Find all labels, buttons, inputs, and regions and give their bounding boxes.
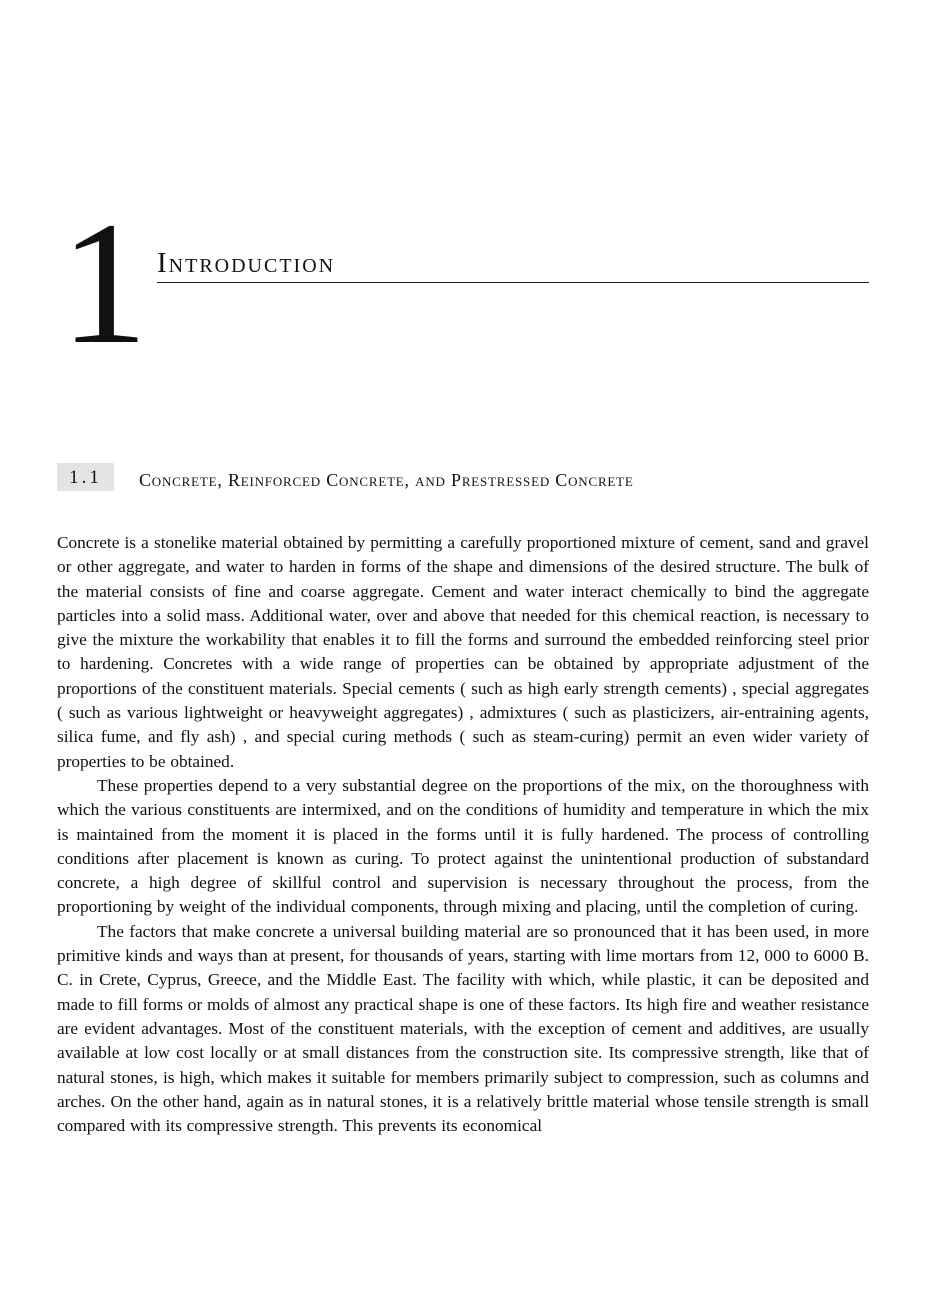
chapter-number: 1 <box>60 186 148 381</box>
paragraph: The factors that make concrete a universal building material are so pronounced that it has been used, in more primitive kinds and ways than at present, for thousands of years, starting with lime mortars from 12, 000 to 6000 B. C. in Crete, Cyprus, Greece, and the Middle East. The facility with which, while plastic, it can be deposited and made to fill forms or molds of almost any practical shape is one of these factors. Its high fire and weather resistance are evident advantages. Most of the constituent materials, with the exception of cement and additives, are usually available at low cost locally or at small distances from the construction site. Its compressive strength, like that of natural stones, is high, which makes it suitable for members primarily subject to compression, such as columns and arches. On the other hand, again as in natural stones, it is a relatively brittle material whose tensile strength is small compared with its compressive strength. This prevents its economical <box>57 921 869 1136</box>
chapter-title: Introduction <box>157 247 336 279</box>
section-heading <box>57 463 869 491</box>
section-number: 1.1 <box>57 463 114 491</box>
paragraph: These properties depend to a very substantial degree on the proportions of the mix, on the thoroughness with which the various constituents are intermixed, and on the conditions of humidity and temperature in which the mix is maintained from the moment it is placed in the forms until it is fully hardened. The process of controlling conditions after placement is known as curing. To protect against the unintentional production of substandard concrete, a high degree of skillful control and supervision is necessary throughout the process, from the proportioning by weight of the individual components, through mixing and placing, until the completion of curing. <box>57 775 869 917</box>
paragraph: Concrete is a stonelike material obtained by permitting a carefully proportioned mixture of cement, sand and gravel or other aggregate, and water to harden in forms of the shape and dimensions of the desired structure. The bulk of the material consists of fine and coarse aggregate. Cement and water interact chemically to bind the aggregate particles into a solid mass. Additional water, over and above that needed for this chemical reaction, is necessary to give the mixture the workability that enables it to fill the forms and surround the embedded reinforcing steel prior to hardening. Concretes with a wide range of properties can be obtained by appropriate adjustment of the proportions of the constituent materials. Special cements ( such as high early strength cements) , special aggregates ( such as various lightweight or heavyweight aggregates) , admixtures ( such as plasticizers, air-entraining agents, silica fume, and fly ash) , and special curing methods ( such as steam-curing) permit an even wider variety of properties to be obtained. <box>57 533 869 771</box>
section-title: Concrete, Reinforced Concrete, and Prestressed Concrete <box>139 470 634 490</box>
chapter-title-rule <box>157 246 869 283</box>
body-text <box>57 531 869 1138</box>
